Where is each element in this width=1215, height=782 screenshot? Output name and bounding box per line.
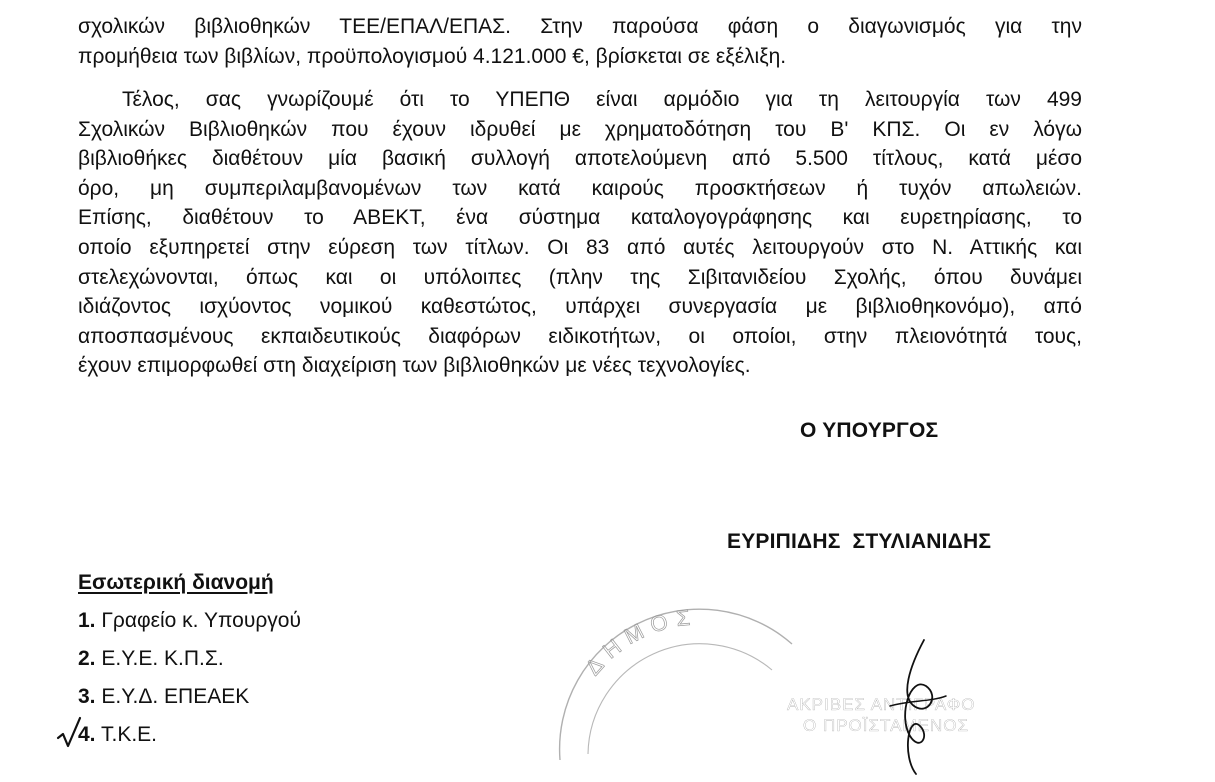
paragraph-libraries [78,85,1082,381]
distribution-heading: Εσωτερική διανομή [78,571,274,594]
paragraph-line: ιδιάζοντος ισχύοντος νομικού καθεστώτος, υπάρχει συνεργασία με βιβλιοθηκονόμο), από [78,295,1082,319]
svg-text:ΔΗΜΟΣ [580,604,699,680]
paragraph-line: αποσπασμένους εκπαιδευτικούς διαφόρων ειδικοτήτων, οι οποίοι, στην πλειονότητά τους, [78,324,1082,348]
item-text: Τ.Κ.Ε. [95,723,158,746]
item-text: Γραφείο κ. Υπουργού [95,609,301,632]
paragraph-procurement [78,12,1082,71]
paragraph-line: στελεχώνονται, όπως και οι υπόλοιπες (πλην της Σιβιτανιδείου Σχολής, όπου δυνάμει [78,265,1082,289]
stamp-arc-text: ΔΗΜΟΣ [580,604,700,680]
paragraph-line: Σχολικών Βιβλιοθηκών που έχουν ιδρυθεί με χρηματοδότηση του Β' ΚΠΣ. Οι εν λόγω [78,117,1082,141]
item-number: 2. [78,647,96,670]
handwritten-signature [880,636,950,777]
paragraph-line: Επίσης, διαθέτουν το ΑΒΕΚΤ, ένα σύστημα καταλογογράφησης και ευρετηρίασης, το [78,206,1082,230]
paragraph-line: έχουν επιμορφωθεί στη διαχείριση των βιβλιοθηκών με νέες τεχνολογίες. [78,354,751,378]
minister-name: ΕΥΡΙΠΙΔΗΣ ΣΤΥΛΙΑΝΙΔΗΣ [727,530,992,553]
item-text: Ε.Υ.Δ. ΕΠΕΑΕΚ [95,685,250,708]
seal-stamp [540,582,840,782]
paragraph-line: όρο, μη συμπεριλαμβανομένων των κατά καιρούς προσκτήσεων ή τυχόν απωλειών. [78,176,1082,200]
distribution-item [78,606,301,644]
item-number: 1. [78,609,96,632]
distribution-item [78,682,301,720]
distribution-item [78,644,301,682]
paragraph-line: προμήθεια των βιβλίων, προϋπολογισμού 4.121.000 €, βρίσκεται σε εξέλιξη. [78,44,787,68]
distribution-list [78,606,301,758]
paragraph-line: οποίο εξυπηρετεί στην εύρεση των τίτλων. Οι 83 από αυτές λειτουργούν στο Ν. Αττικής και [78,235,1082,259]
item-number: 3. [78,685,96,708]
paragraph-line: βιβλιοθήκες διαθέτουν μία βασική συλλογή αποτελούμενη από 5.500 τίτλους, κατά μέσο [78,147,1082,171]
stamp-line: Ο ΠΡΟΪΣΤΑΜΕΝΟΣ [803,716,969,735]
minister-title: Ο ΥΠΟΥΡΓΟΣ [800,419,939,442]
paragraph-line: σχολικών βιβλιοθηκών ΤΕΕ/ΕΠΑΛ/ΕΠΑΣ. Στην παρούσα φάση ο διαγωνισμός για την [78,15,1082,38]
item-text: Ε.Υ.Ε. Κ.Π.Σ. [95,647,224,670]
item-number: 4. [78,723,96,746]
distribution-item [78,720,301,758]
check-mark-icon [56,716,82,750]
stamp-line: ΑΚΡΙΒΕΣ ΑΝΤΙΓΡΑΦΟ [787,695,976,714]
paragraph-line: Τέλος, σας γνωρίζουμέ ότι το ΥΠΕΠΘ είναι αρμόδιο για τη λειτουργία των 499 [122,88,1082,111]
